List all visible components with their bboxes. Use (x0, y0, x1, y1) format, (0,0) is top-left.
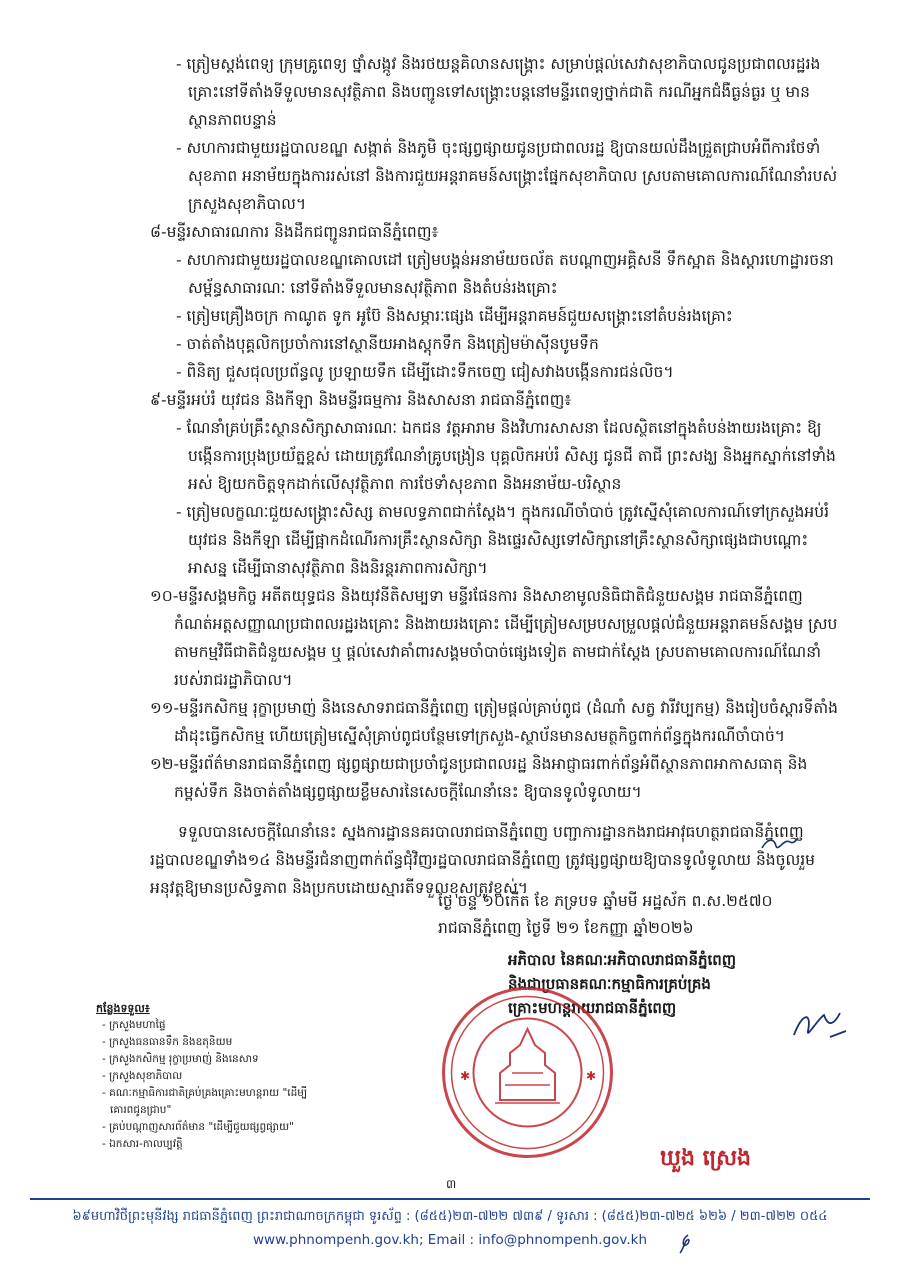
paragraph-social-affairs: ១០-មន្ទីរសង្គមកិច្ច អតីតយុទ្ធជន និងយុវនីតិសម្បទា មន្ទីរផែនការ និងសាខាមូលនិធិជាតិជំនួយសង្គម រាជធានីភ្នំពេញ កំណត់អត្តសញ្ញាណប្រជាពលរដ្ឋរងគ្រោះ និងងាយរងគ្រោះ ដើម្បីត្រៀមសម្របសម្រួលផ្តល់ជំនួយអន្តរាគមន៍សង្គម ស្របតាមកម្មវិធីជាតិជំនួយសង្គម ឬ ផ្តល់សេវាគាំពារសង្គមចាំបាច់ផ្សេងទៀត តាមជាក់ស្តែង ស្របតាមគោលការណ៍ណែនាំរបស់រាជរដ្ឋាភិបាល។ (150, 587, 838, 689)
signatory-title-line3: គ្រោះមហន្តរាយរាជធានីភ្នំពេញ (508, 999, 677, 1017)
paragraph-health-stations: - ត្រៀមស្តង់ពេទ្យ ក្រុមគ្រូពេទ្យ ថ្នាំសង្កូវ និងរថយន្តគិលានសង្គ្រោះ សម្រាប់ផ្តល់សេវាសុខាភិបាលជូនប្រជាពលរដ្ឋរងគ្រោះនៅទីតាំងទីទួលមានសុវត្ថិភាព និងបញ្ជូនទៅសង្គ្រោះបន្តនៅមន្ទីរពេទ្យថ្នាក់ជាតិ ករណីអ្នកជំងឺធ្ងន់ធ្ងរ ឬ មានស្ថានភាពបន្ទាន់ (176, 55, 821, 129)
solar-date: រាជធានីភ្នំពេញ ថ្ងៃទី ២១ ខែកញ្ញា ឆ្នាំ២០២៦ (438, 919, 694, 937)
signatory-title-line1: អភិបាល នៃគណៈអភិបាលរាជធានីភ្នំពេញ (508, 951, 737, 969)
heading-education: ៩-មន្ទីរអប់រំ យុវជន និងកីឡា និងមន្ទីរធម្មការ និងសាសនា រាជធានីភ្នំពេញ៖ (150, 391, 572, 409)
paragraph-public-works-a: - សហការជាមួយរដ្ឋបាលខណ្ឌគោលដៅ ត្រៀមបង្គន់អនាម័យចល័ត តបណ្តាញអគ្គិសនី ទឹកស្អាត និងស្តារហោដ្ឋារចនាសម្ព័ន្ធសាធារណៈ នៅទីតាំងទីទួលមានសុវត្ថិភាព និងតំបន់រងគ្រោះ (176, 251, 834, 297)
recipient-item: - ក្រសួងសុខាភិបាល (102, 1070, 183, 1082)
svg-text:✱: ✱ (586, 1069, 597, 1083)
recipient-item: - គ្រប់បណ្តាញសារព័ត៌មាន "ដើម្បីជួយផ្សព្វផ្សាយ" (102, 1121, 294, 1133)
closing-paragraph: ទទួលបានសេចក្តីណែនាំនេះ ស្នងការដ្ឋាននគរបាលរាជធានីភ្នំពេញ បញ្ជាការដ្ឋានកងរាជអាវុធហត្ថរាជធានីភ្នំពេញ រដ្ឋបាលខណ្ឌទាំង១៤ និងមន្ទីរជំនាញពាក់ព័ន្ធជុំវិញរដ្ឋបាលរាជធានីភ្នំពេញ ត្រូវផ្សព្វផ្សាយឱ្យបានទូលំទូលាយ និងចូលរួមអនុវត្តឱ្យមានប្រសិទ្ធភាព និងប្រកបដោយស្មារតីទទួលខុសត្រូវខ្ពស់។ (150, 823, 815, 897)
footer-divider (30, 1198, 870, 1200)
paragraph-education-b: - ត្រៀមលក្ខណៈជួយសង្គ្រោះសិស្ស តាមលទ្ធភាពជាក់ស្តែង។ ក្នុងករណីចាំបាច់ ត្រូវស្នើសុំគោលការណ៍ទៅក្រសួងអប់រំ យុវជន និងកីឡា ដើម្បីផ្អាកដំណើរការគ្រឹះស្ថានសិក្សា និងផ្ទេរសិស្សទៅសិក្សានៅគ្រឹះស្ថានសិក្សាផ្សេងជាបណ្តោះអាសន្ន ដើម្បីធានាសុវត្ថិភាព និងនិរន្តរភាពការសិក្សា។ (176, 503, 829, 577)
recipients-title: កន្លែងទទួល៖ (96, 1002, 150, 1015)
recipient-item: - គណៈកម្មាធិការជាតិគ្រប់គ្រងគ្រោះមហន្តរាយ "ដើម្បីគោរពជូនជ្រាប" (102, 1087, 308, 1116)
recipient-item: - ក្រសួងធនធានទឹក និងឧតុនិយម (102, 1036, 233, 1048)
paragraph-agriculture: ១១-មន្ទីរកសិកម្ម រុក្ខាប្រមាញ់ និងនេសាទរាជធានីភ្នំពេញ ត្រៀមផ្តល់គ្រាប់ពូជ (ដំណាំ សត្វ វារីវប្បកម្ម) និងរៀបចំស្តារទីតាំងដាំដុះធ្វើកសិកម្ម ហើយត្រៀមស្នើសុំគ្រាប់ពូជបន្ថែមទៅក្រសួង-ស្ថាប័នមានសមត្ថកិច្ចពាក់ព័ន្ធក្នុងករណីចាំបាច់។ (150, 699, 838, 745)
signatory-title-line2: និងជាប្រធានគណៈកម្មាធិការគ្រប់គ្រង (508, 975, 711, 993)
handwritten-initial-icon (760, 834, 800, 854)
recipients-list (96, 1000, 326, 1153)
recipient-item: - ឯកសារ-កាលប្បវត្តិ (102, 1138, 183, 1150)
paragraph-public-works-d: - ពិនិត្យ ជួសជុលប្រព័ន្ធលូ ប្រឡាយទឹក ដើម្បីដោះទឹកចេញ ជៀសវាងបង្កើនការជន់លិច។ (176, 363, 674, 381)
paragraph-education-a: - ណែនាំគ្រប់គ្រឹះស្ថានសិក្សាសាធារណៈ ឯកជន វត្តអារាម និងវិហារសាសនា ដែលស្ថិតនៅក្នុងតំបន់ងាយរងគ្រោះ ឱ្យបង្កើនការប្រុងប្រយ័ត្នខ្ពស់ ដោយត្រូវណែនាំគ្រូបង្រៀន បុគ្គលិកអប់រំ សិស្ស ជូនជី តាជី ព្រះសង្ឃ និងអ្នកស្នាក់នៅទាំងអស់ ឱ្យយកចិត្តទុកដាក់លើសុវត្ថិភាព ការថែទាំសុខភាព និងអនាម័យ-បរិស្ថាន (176, 419, 836, 493)
paragraph-public-works-c: - ចាត់តាំងបុគ្គលិកប្រចាំការនៅស្ថានីយអាងស្តុកទឹក និងត្រៀមម៉ាស៊ីនបូមទឹក (176, 335, 599, 353)
handwritten-signature-icon (790, 1005, 850, 1045)
lunar-date: ថ្ងៃ ចន្ទ ១០កើត ខែ ភទ្របទ ឆ្នាំមមី អដ្ឋស័ក ព.ស.២៥៧០ (438, 892, 773, 910)
recipient-item: - ក្រសួងកសិកម្ម រុក្ខាប្រមាញ់ និងនេសាទ (102, 1053, 259, 1065)
signatory-name: ឃួង ស្រេង (660, 1146, 752, 1171)
paragraph-public-works-b: - ត្រៀមគ្រឿងចក្រ កាណូត ទូក អូប៊ែ និងសម្ភារៈផ្សេង ដើម្បីអន្តរាគមន៍ជួយសង្គ្រោះនៅតំបន់រងគ្រោះ (176, 307, 733, 325)
official-seal-icon (440, 985, 615, 1160)
handwritten-initial-footer-icon (678, 1233, 694, 1255)
recipient-item: - ក្រសួងមហាផ្ទៃ (102, 1019, 166, 1031)
paragraph-information: ១២-មន្ទីរព័ត៌មានរាជធានីភ្នំពេញ ផ្សព្វផ្សាយជាប្រចាំជូនប្រជាពលរដ្ឋ និងអាជ្ញាធរពាក់ព័ន្ធអំពីស្ថានភាពអាកាសធាតុ និងកម្ពស់ទឹក និងចាត់តាំងផ្សព្វផ្សាយខ្លឹមសារនៃសេចក្តីណែនាំនេះ ឱ្យបានទូលំទូលាយ។ (150, 755, 808, 801)
footer-contact: www.phnompenh.gov.kh; Email : info@phnompenh.gov.kh (252, 1232, 648, 1248)
svg-text:✱: ✱ (460, 1069, 471, 1083)
page-number: ៣ (446, 1177, 457, 1191)
instruction-body (150, 50, 840, 806)
footer-address: ៦៩មហាវិថីព្រះមុនីវង្ស រាជធានីភ្នំពេញ ព្រះរាជាណាចក្រកម្ពុជា ទូរស័ព្ទ : (៨៥៥)២៣-៧២២ ៧៣៩ / ទូរសារ : (៨៥៥)២៣-៧២៥ ៦២៦ / ២៣-៧២២ ០៥៤ (72, 1209, 828, 1224)
heading-public-works: ៨-មន្ទីរសាធារណការ និងដឹកជញ្ជូនរាជធានីភ្នំពេញ៖ (150, 223, 439, 241)
paragraph-health-cooperation: - សហការជាមួយរដ្ឋបាលខណ្ឌ សង្កាត់ និងភូមិ ចុះផ្សព្វផ្សាយជូនប្រជាពលរដ្ឋ ឱ្យបានយល់ដឹងជ្រួតជ្រាបអំពីការថែទាំសុខភាព អនាម័យក្នុងការរស់នៅ និងការជួយអន្តរាគមន៍សង្គ្រោះផ្នែកសុខាភិបាល ស្របតាមគោលការណ៍ណែនាំរបស់ក្រសួងសុខាភិបាល។ (176, 139, 838, 213)
